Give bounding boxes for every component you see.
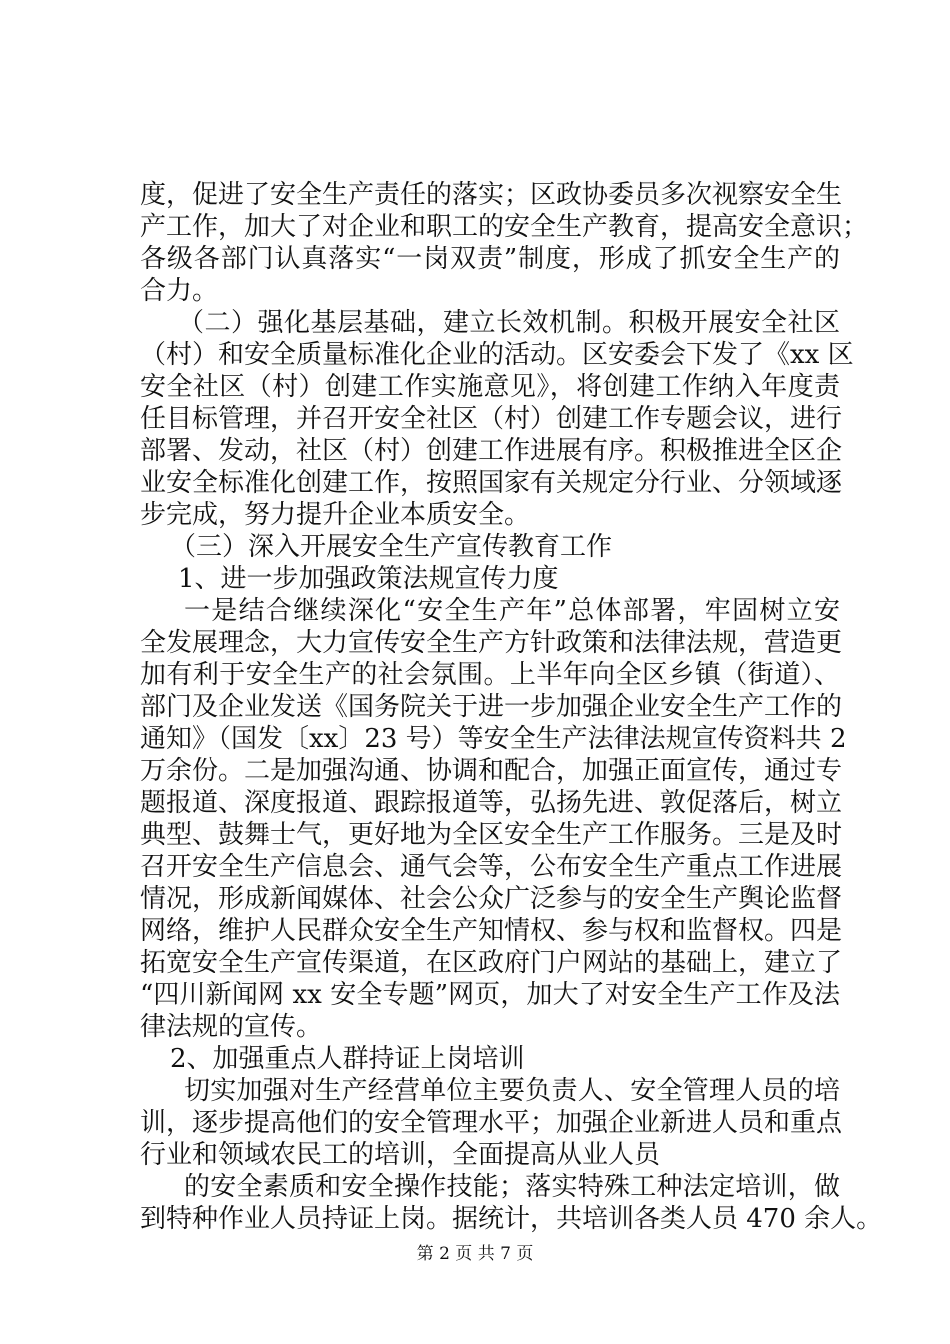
text-line: 切实加强对生产经营单位主要负责人、安全管理人员的培: [184, 1076, 840, 1106]
text-line: 的安全素质和安全操作技能；落实特殊工种法定培训，做: [184, 1172, 840, 1202]
text-line: 拓宽安全生产宣传渠道，在区政府门户网站的基础上，建立了: [140, 948, 843, 978]
text-line: 万余份。二是加强沟通、协调和配合，加强正面宣传，通过专: [140, 756, 843, 786]
text-line: 任目标管理，并召开安全社区（村）创建工作专题会议，进行: [140, 404, 843, 434]
text-line: 律法规的宣传。: [140, 1012, 323, 1042]
text-line: 题报道、深度报道、跟踪报道等，弘扬先进、敦促落后，树立: [140, 788, 843, 818]
text-line: 到特种作业人员持证上岗。据统计，共培训各类人员 470 余人。: [140, 1204, 883, 1234]
text-line: 网络，维护人民群众安全生产知情权、参与权和监督权。四是: [140, 916, 843, 946]
text-line: 安全社区（村）创建工作实施意见》，将创建工作纳入年度责: [140, 372, 840, 402]
text-line: 全发展理念，大力宣传安全生产方针政策和法律法规，营造更: [140, 628, 843, 658]
section-heading-3: （三）深入开展安全生产宣传教育工作: [170, 532, 613, 562]
text-line: 召开安全生产信息会、通气会等，公布安全生产重点工作进展: [140, 852, 843, 882]
text-line: 加有利于安全生产的社会氛围。上半年向全区乡镇（街道）、: [140, 660, 840, 690]
page-footer: 第 2 页 共 7 页: [416, 1244, 534, 1264]
text-line: 产工作，加大了对企业和职工的安全生产教育，提高安全意识；: [140, 212, 869, 242]
text-line: 部门及企业发送《国务院关于进一步加强企业安全生产工作的: [140, 692, 843, 722]
subsection-heading-1: 1、进一步加强政策法规宣传力度: [178, 564, 559, 594]
subsection-heading-2: 2、加强重点人群持证上岗培训: [170, 1044, 525, 1074]
text-line: 情况，形成新闻媒体、社会公众广泛参与的安全生产舆论监督: [140, 884, 843, 914]
text-line: （村）和安全质量标准化企业的活动。区安委会下发了《xx 区: [140, 340, 854, 370]
text-line: 部署、发动，社区（村）创建工作进展有序。积极推进全区企: [140, 436, 843, 466]
text-line: 一是结合继续深化“安全生产年”总体部署，牢固树立安: [184, 596, 840, 626]
text-line: 通知》（国发〔xx〕23 号）等安全生产法律法规宣传资料共 2: [140, 724, 847, 754]
text-line: 业安全标准化创建工作，按照国家有关规定分行业、分领域逐: [140, 468, 843, 498]
text-line: 典型、鼓舞士气，更好地为全区安全生产工作服务。三是及时: [140, 820, 843, 850]
text-line: “四川新闻网 xx 安全专题”网页，加大了对安全生产工作及法: [140, 980, 840, 1010]
text-line: 训，逐步提高他们的安全管理水平；加强企业新进人员和重点: [140, 1108, 843, 1138]
text-line: 度，促进了安全生产责任的落实；区政协委员多次视察安全生: [140, 180, 843, 210]
text-line: 合力。: [140, 276, 219, 306]
text-line: 步完成，努力提升企业本质安全。: [140, 500, 531, 530]
text-line: 各级各部门认真落实“一岗双责”制度，形成了抓安全生产的: [140, 244, 840, 274]
section-heading-2: （二）强化基层基础，建立长效机制。积极开展安全社区: [178, 308, 840, 338]
text-line: 行业和领域农民工的培训，全面提高从业人员: [140, 1140, 661, 1170]
